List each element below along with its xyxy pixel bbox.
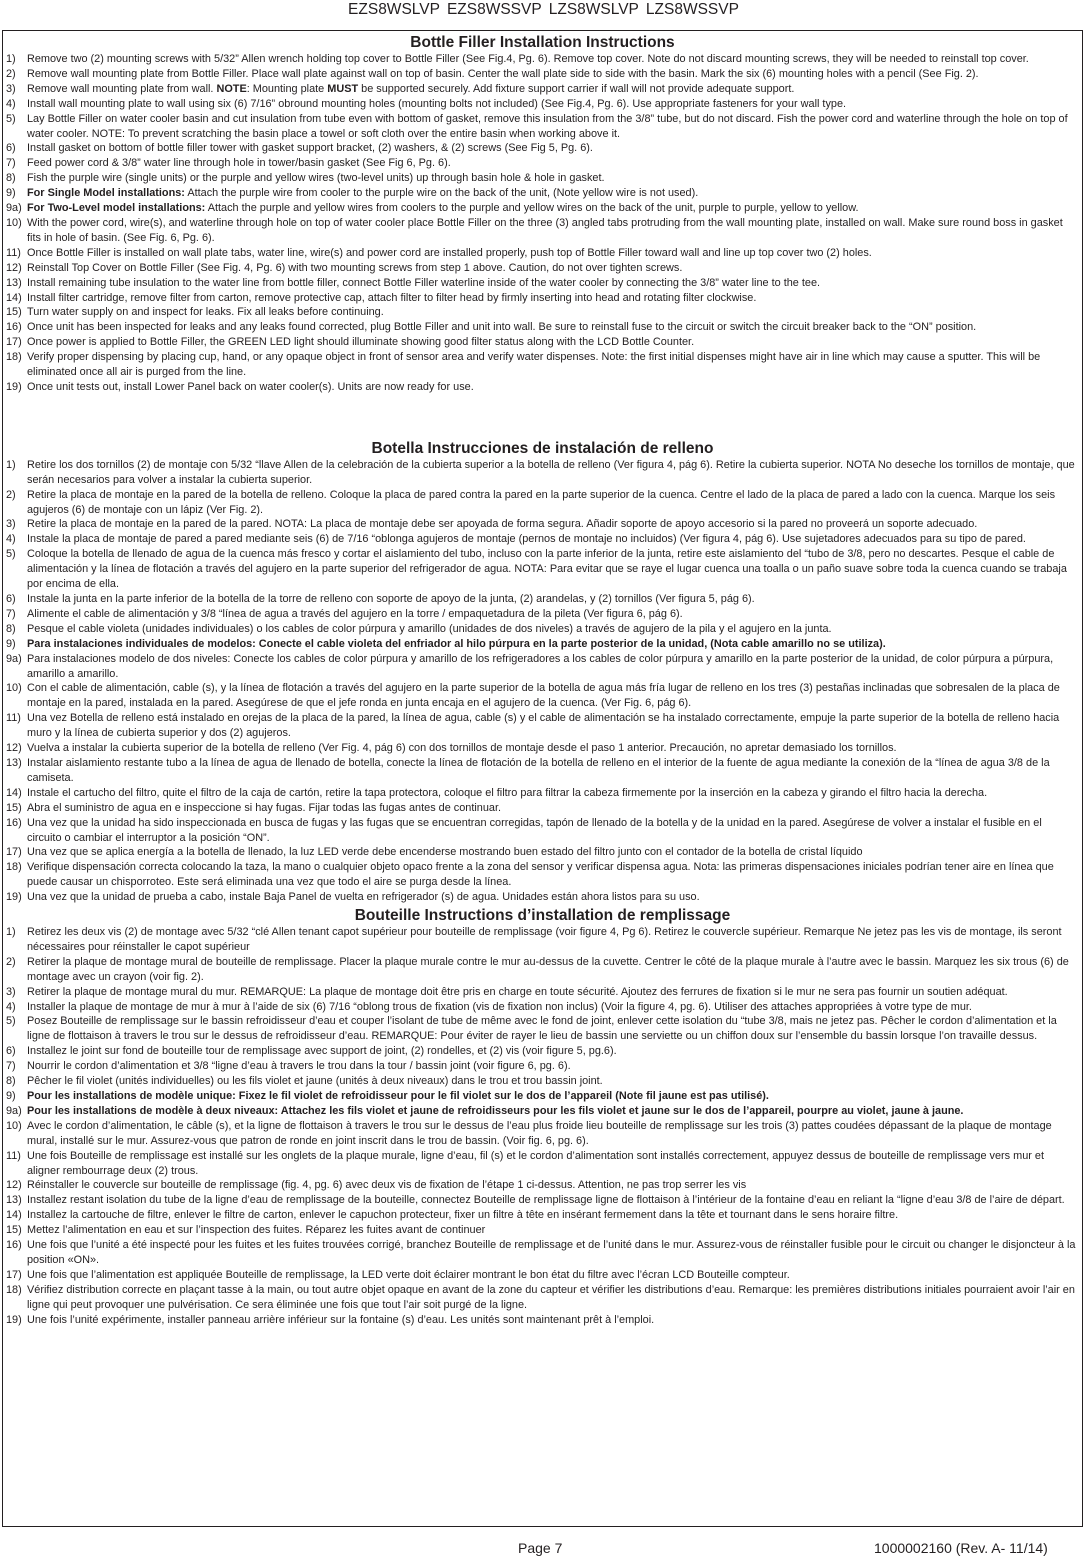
step-text: With the power cord, wire(s), and waterline through hole on top of water cooler place Bottle Filler on the three (3) angled tabs protruding from the wall mounting plate, installed on wall. Make sure round boss in gasket fits in hole of basin. (See Fig. 6, Pg. 6). (27, 216, 1063, 244)
instruction-step (6, 741, 1079, 756)
step-text: Una vez que se aplica energía a la botella de llenado, la luz LED verde debe encenderse mostrando buen estado del filtro junto con el contador de la botella de cristal líquido (27, 846, 863, 859)
instruction-step (6, 186, 1079, 201)
instruction-step (6, 845, 1079, 860)
instruction-step (6, 305, 1079, 320)
step-text: Installez la cartouche de filtre, enlever le filtre de carton, enlever le capuchon protecteur, fixer un filtre à tête en insérant fermement dans la tête et tournant dans le sens horaire filtre. (27, 1209, 899, 1222)
step-number: 4) (6, 533, 16, 546)
step-number: 9) (6, 637, 16, 650)
step-text: Pour les installations de modèle unique: Fixez le fil violet de refroidisseur pour le fil violet sur le dos de l’appareil (Note fil jaune est pas utilisé). (27, 1090, 769, 1102)
step-number: 15) (6, 1224, 22, 1237)
step-text: Fish the purple wire (single units) or the purple and yellow wires (two-level units) up through basin hole & hole in gasket. (27, 172, 605, 185)
instruction-step (6, 1149, 1079, 1179)
step-text: Una vez que la unidad de prueba a cabo, instale Baja Panel de vuelta en refrigerador (s) de agua. Unidades están ahora listos para su uso. (27, 891, 700, 904)
instruction-step (6, 622, 1079, 637)
step-number: 14) (6, 1209, 22, 1222)
step-text: Verifique dispensación correcta colocando la taza, la mano o cualquier objeto opaco frente a la zona del sensor y verificar dispensa agua. Nota: las primeras dispensaciones iniciales podrían tener aire en línea que puede causar un chisporroteo. Este será eliminada una vez que todo el aire se purga desde la línea. (27, 861, 1054, 889)
instruction-step (6, 1119, 1079, 1149)
instruction-step (6, 860, 1079, 890)
instruction-step (6, 246, 1079, 261)
instruction-step (6, 82, 1079, 97)
instruction-step (6, 67, 1079, 82)
step-text: Remove two (2) mounting screws with 5/32” Allen wrench holding top cover to Bottle Filler (See Fig.4, Pg. 6). Remove top cover. Note do not discard mounting screws, they will be needed to reinstall top cover. (27, 53, 1029, 65)
step-text: Coloque la botella de llenado de agua de la cuenca más fresco y cortar el aislamiento del tubo, incluso con la parte inferior de la junta, retire este aislamiento del “tubo de 3/8, pero no descartes. Pesque el cable de alimentación y la línea de flotación a través del agujero en la parte superior del refrigerador de agua. NOTA: Para evitar que se raye el lugar cuenca una toalla o un paño suave sobre toda la cuenca cuando se trabaja por encima de ella. (27, 548, 1067, 591)
step-number: 12) (6, 1179, 22, 1192)
step-number: 9a) (6, 202, 22, 215)
step-text: Once unit tests out, install Lower Panel back on water cooler(s). Units are now ready for use. (27, 380, 474, 393)
step-number: 8) (6, 622, 16, 635)
step-text: Nourrir le cordon d’alimentation et 3/8 “ligne d’eau à travers le trou dans la tour / bassin joint (voir figure 6, pg. 6). (27, 1060, 571, 1073)
instruction-step (6, 141, 1079, 156)
step-number: 15) (6, 801, 22, 814)
step-text: Install remaining tube insulation to the water line from bottle filler, connect Bottle Filler waterline inside of the water cooler by connecting the 3/8” water line to the tee. (27, 276, 821, 289)
step-text: Une fois que l’unité a été inspecté pour les fuites et les fuites trouvées corrigé, branchez Bouteille de remplissage et de l’unité dans le mur. Assurez-vous de réinstaller fusible pour le circuit ou changer le disjoncteur à la position «ON». (27, 1239, 1076, 1266)
instruction-step (6, 1208, 1079, 1223)
document-number: 1000002160 (Rev. A- 11/14) (874, 1540, 1048, 1556)
step-number: 3) (6, 82, 16, 95)
spanish-steps (6, 458, 1079, 905)
step-number: 5) (6, 1015, 16, 1028)
instruction-step (6, 1268, 1079, 1283)
step-number: 19) (6, 1313, 22, 1326)
instruction-step (6, 925, 1079, 955)
step-number: 1) (6, 926, 16, 939)
instruction-step (6, 1313, 1079, 1328)
step-number: 1) (6, 458, 16, 471)
instruction-step (6, 261, 1079, 276)
step-text: Vérifiez distribution correcte en plaçant tasse à la main, ou tout autre objet opaque en avant de la zone du capteur et vérifier les distributions d’eau. Remarque: les premières distributions initiales pourraient avoir l’air en ligne qui peut provoquer une pulvérisation. Ce sera éliminée une fois que tout l’air soit purgé de la ligne. (27, 1283, 1075, 1311)
step-text: Une fois que l’alimentation est appliquée Bouteille de remplissage, la LED verte doit éclairer montrant le bon état du filtre avec l’écran LCD Bouteille compteur. (27, 1268, 790, 1281)
step-text: Attach the purple wire from cooler to the purple wire on the back of the unit, (Note yellow wire is not used). (184, 187, 699, 200)
instruction-step (6, 1238, 1079, 1268)
instruction-step (6, 1014, 1079, 1044)
instruction-step (6, 652, 1079, 682)
instruction-step (6, 801, 1079, 816)
step-text: Remove wall mounting plate from wall. (27, 82, 217, 95)
step-number: 11) (6, 246, 21, 259)
step-text: Vuelva a instalar la cubierta superior de la botella de relleno (Ver Fig. 4, pág 6) con dos tornillos de montaje desde el paso 1 anterior. Precaución, no apretar demasiado los tornillos. (27, 742, 897, 755)
step-number: 19) (6, 380, 22, 393)
step-text: Retire la placa de montaje en la pared de la pared. NOTA: La placa de montaje debe ser apoyada de forma segura. Añadir soporte de apoyo accesorio si la pared no proveerá un soporte adecuado. (27, 518, 978, 531)
instruction-step (6, 201, 1079, 216)
step-text: Feed power cord & 3/8” water line through hole in tower/basin gasket (See Fig 6, Pg. 6). (27, 157, 451, 170)
step-number: 14) (6, 291, 22, 304)
step-text: Para instalaciones individuales de modelos: Conecte el cable violeta del enfriador al hilo púrpura en la parte posterior de la unidad, (Nota cable amarillo no se utiliza). (27, 637, 886, 650)
step-number: 16) (6, 1239, 22, 1252)
step-number: 17) (6, 846, 22, 859)
step-text: Turn water supply on and inspect for leaks. Fix all leaks before continuing. (27, 306, 384, 319)
instruction-step (6, 458, 1079, 488)
step-number: 3) (6, 518, 16, 531)
step-text: MUST (327, 82, 359, 95)
instruction-step (6, 1283, 1079, 1313)
instruction-step (6, 547, 1079, 592)
step-text: Instale la placa de montaje de pared a pared mediante seis (6) de 7/16 “oblonga agujeros de montaje (pernos de montaje no incluidos) (Ver figura 4, pág 6). Use sujetadores adecuados para su tipo de pared. (27, 533, 1026, 546)
instruction-step (6, 97, 1079, 112)
step-text: Une fois Bouteille de remplissage est installé sur les onglets de la plaque murale, ligne d’eau, fil (s) et le cordon d’alimentation sont installés correctement, appuyez dessus de bouteille de remplissage vers mur et aligner rembourrage deux (2) trous. (27, 1149, 1044, 1177)
english-section-title: Bottle Filler Installation Instructions (410, 34, 675, 51)
instruction-step (6, 52, 1079, 67)
instruction-step (6, 1223, 1079, 1238)
step-text: Install gasket on bottom of bottle filler tower with gasket support bracket, (2) washers, & (2) screws (See Fig 5, Pg. 6). (27, 142, 593, 155)
step-text: Una vez Botella de relleno está instalado en orejas de la placa de la pared, la línea de agua, cable (s) y el cable de alimentación se ha instalado correctamente, empuje la parte superior de la botella de relleno hacia muro y la línea de cubierta superior y dos (2) agujeros. (27, 712, 1060, 740)
instruction-step (6, 681, 1079, 711)
step-text: Retirez les deux vis (2) de montage avec 5/32 “clé Allen tenant capot supérieur pour bouteille de remplissage (voir figure 4, Pg 6). Retirez le couvercle supérieur. Remarque Ne jetez pas les vis de montage, ils seront nécessaires pour réinstaller le capot supérieur (27, 926, 1062, 953)
step-text: Install filter cartridge, remove filter from carton, remove protective cap, attach filter to filter head by firmly inserting into head and rotating filter clockwise. (27, 291, 757, 304)
step-number: 2) (6, 67, 16, 80)
instruction-step (6, 816, 1079, 846)
instruction-step (6, 637, 1079, 652)
step-number: 7) (6, 157, 16, 170)
step-number: 11) (6, 712, 21, 725)
instruction-step (6, 1074, 1079, 1089)
step-text: Retire la placa de montaje en la pared de la botella de relleno. Coloque la placa de pared contra la pared en la parte superior de la cuenca. Centre el lado de la placa de pared a lado con la cuenca. Marque los seis agujeros (6) de montaje con un lápiz (Ver Fig. 2). (27, 488, 1056, 516)
step-number: 10) (6, 1119, 22, 1132)
step-text: Con el cable de alimentación, cable (s), y la línea de flotación a través del agujero en la parte superior de la botella de agua más fría lugar de relleno en los tres (3) pestañas inclinadas que sobresalen de la placa de montaje en la pared, instalada en la pared. Asegúrese de que el jefe ronda en junta encaja en el agujero de la cuenca. (Ver Fig. 6, pág 6). (27, 682, 1060, 710)
step-text: Una vez que la unidad ha sido inspeccionada en busca de fugas y las fugas que se encuentran corregidas, tapón de llenado de la botella y de la unidad en la pared. Asegúrese de volver a instalar el fusible en el circuito o cambiar el interruptor a la posición “ON”. (27, 816, 1042, 844)
step-number: 9a) (6, 1104, 22, 1117)
step-number: 3) (6, 985, 16, 998)
step-text: For Two-Level model installations: (27, 202, 206, 215)
step-text: Remove wall mounting plate from Bottle Filler. Place wall plate against wall on top of basin. Center the wall plate side to side with the basin. Mark the six (6) mounting holes with a pencil (See Fig. 2). (27, 67, 979, 80)
step-number: 7) (6, 607, 16, 620)
step-text: Lay Bottle Filler on water cooler basin and cut insulation from tube even with bottom of gasket, remove this insulation from the 3/8” tube, but do not discard. Fish the power cord and waterline through the hole on top of water cooler. NOTE: To prevent scratching the basin place a towel or soft cloth over the entire basin when working above it. (27, 112, 1068, 140)
step-text: Instale la junta en la parte inferior de la botella de la torre de relleno con soporte de apoyo de la junta, (2) arandelas, y (2) tornillos (Ver figura 5, pág 6). (27, 593, 755, 605)
step-text: Installer la plaque de montage de mur à mur à l’aide de six (6) 7/16 “oblong trous de fixation (vis de fixation non inclus) (Voir la figure 4, pg. 6). Utiliser des attaches appropriées à votre type de mur. (27, 1000, 972, 1013)
instruction-step (6, 291, 1079, 306)
step-text: Pour les installations de modèle à deux niveaux: Attachez les fils violet et jaune de refroidisseurs pour les fils violet et jaune sur le dos de l’appareil, pourpre au violet, jaune à jaune. (27, 1104, 964, 1117)
step-number: 2) (6, 488, 16, 501)
step-text: Para instalaciones modelo de dos niveles: Conecte los cables de color púrpura y amarillo de los refrigeradores a los cables de color púrpura y amarillo en la parte posterior de la unidad, de color púrpura a púrpura, amarillo a amarillo. (27, 652, 1054, 680)
step-number: 17) (6, 336, 22, 349)
step-number: 14) (6, 786, 22, 799)
instruction-step (6, 335, 1079, 350)
instruction-step (6, 711, 1079, 741)
instruction-step (6, 607, 1079, 622)
step-text: Once Bottle Filler is installed on wall plate tabs, water line, wire(s) and power cord are installed properly, push top of Bottle Filler toward wall and line up top cover two (2) holes. (27, 246, 872, 259)
step-number: 1) (6, 53, 16, 65)
step-number: 6) (6, 142, 16, 155)
model-numbers-header: EZS8WSLVP EZS8WSSVP LZS8WSLVP LZS8WSSVP (348, 1, 739, 18)
instruction-step (6, 592, 1079, 607)
step-text: Installez le joint sur fond de bouteille tour de remplissage avec support de joint, (2) rondelles, et (2) vis (voir figure 5, pg.6). (27, 1045, 617, 1058)
instruction-step (6, 350, 1079, 380)
instruction-step (6, 216, 1079, 246)
step-text: Installez restant isolation du tube de la ligne d’eau de remplissage de la bouteille, connectez Bouteille de remplissage ligne de flottaison à l’intérieur de la fontaine d’eau en reliant la “ligne d’eau 3/8 de l’aire de départ. (27, 1194, 1065, 1207)
step-number: 4) (6, 97, 16, 110)
instruction-step (6, 171, 1079, 186)
step-number: 17) (6, 1268, 22, 1281)
instruction-step (6, 1193, 1079, 1208)
instruction-step (6, 1104, 1079, 1119)
step-number: 18) (6, 861, 22, 874)
step-number: 12) (6, 261, 22, 274)
step-number: 12) (6, 742, 22, 755)
page-number: Page 7 (518, 1540, 563, 1556)
step-text: Abra el suministro de agua en e inspeccione si hay fugas. Fijar todas las fugas antes de continuar. (27, 801, 502, 814)
instruction-step (6, 532, 1079, 547)
step-number: 6) (6, 593, 16, 605)
step-text: Reinstall Top Cover on Bottle Filler (See Fig. 4, Pg. 6) with two mounting screws from step 1 above. Caution, do not over tighten screws. (27, 261, 683, 274)
instruction-step (6, 756, 1079, 786)
step-number: 18) (6, 1283, 22, 1296)
instruction-step (6, 1000, 1079, 1015)
step-text: : Mounting plate (246, 82, 328, 95)
step-number: 7) (6, 1060, 16, 1073)
step-text: Pêcher le fil violet (unités individuelles) ou les fils violet et jaune (unités à deux niveaux) dans le trou et trou bassin joint. (27, 1075, 603, 1088)
french-section-title: Bouteille Instructions d’installation de remplissage (354, 907, 731, 925)
step-number: 9) (6, 1090, 16, 1102)
step-number: 13) (6, 1194, 22, 1207)
step-text: Mettez l’alimentation en eau et sur l’inspection des fuites. Réparez les fuites avant de continuer (27, 1224, 486, 1237)
step-text: Posez Bouteille de remplissage sur le bassin refroidisseur d’eau et couper l’isolant de tube de même avec le fond de joint, enlever cette isolation du “tube 3/8, mais ne jetez pas. Pêcher le cordon d’alimentation et la ligne de flottaison à travers le trou sur le dessus de refroidisseur d’eau. REMARQUE: Pour éviter de rayer le lieu de bassin une serviette ou un chiffon doux sur l’ensemble du bassin lorsque l’on travaille dessus. (27, 1015, 1057, 1043)
step-number: 13) (6, 276, 22, 289)
step-text: Retirer la plaque de montage mural du mur. REMARQUE: La plaque de montage doit être pris en charge en toute sécurité. Ajoutez des ferrures de fixation si le mur ne sera pas fournir un soutien adéquat. (27, 985, 1008, 998)
step-text: Pesque el cable violeta (unidades individuales) o los cables de color púrpura y amarillo (unidades de dos niveles) a través de agujero de la pila y el agujero en la junta. (27, 622, 832, 635)
step-number: 5) (6, 112, 16, 125)
step-text: Instalar aislamiento restante tubo a la línea de agua de llenado de botella, conecte la línea de flotación de la botella de relleno en el interior de la fuente de agua mediante la conexión de la “línea de agua 3/8 de la camiseta. (27, 756, 1050, 784)
instruction-step (6, 1059, 1079, 1074)
step-number: 19) (6, 891, 22, 904)
step-text: Attach the purple and yellow wires from coolers to the purple and yellow wires on the back of the unit, purple to purple, yellow to yellow. (205, 202, 859, 215)
step-number: 9a) (6, 652, 22, 665)
instruction-step (6, 985, 1079, 1000)
step-number: 9) (6, 187, 16, 200)
step-number: 10) (6, 682, 22, 695)
step-number: 16) (6, 321, 22, 334)
french-steps (6, 925, 1079, 1327)
step-number: 13) (6, 756, 22, 769)
instruction-step (6, 112, 1079, 142)
step-number: 6) (6, 1045, 16, 1058)
spanish-section-title: Botella Instrucciones de instalación de relleno (371, 439, 714, 457)
step-text: Verify proper dispensing by placing cup, hand, or any opaque object in front of sensor area and verify water dispenses. Note: the first initial dispenses might have air in line which may cause a sputter. This will be eliminated once all air is purged from the line. (27, 351, 1041, 379)
instruction-step (6, 517, 1079, 532)
instruction-step (6, 955, 1079, 985)
instruction-step (6, 786, 1079, 801)
instructions-frame (2, 30, 1083, 1527)
step-text: Avec le cordon d’alimentation, le câble (s), et la ligne de flottaison à travers le trou sur le dessus de l’eau plus froide lieu bouteille de remplissage sur les trois (3) pattes coudées dépassant de la plaque de montage mural, installé sur le mur. Assurez-vous que patron de ronde en joint inscrit dans le trou de bassin. (Voir fig. 6, pg. 6). (27, 1119, 1052, 1147)
step-text: For Single Model installations: (27, 187, 185, 200)
step-number: 2) (6, 955, 16, 968)
step-text: Instale el cartucho del filtro, quite el filtro de la caja de cartón, retire la tapa protectora, coloque el filtro para filtrar la cabeza firmemente por la inserción en la cabeza y girando el filtro hacia la derecha. (27, 786, 988, 799)
step-number: 8) (6, 1075, 16, 1088)
step-text: Install wall mounting plate to wall using six (6) 7/16” obround mounting holes (mounting bolts not included) (See Fig.4, Pg. 6). Use appropriate fasteners for your wall type. (27, 97, 847, 110)
instruction-step (6, 488, 1079, 518)
step-text: be supported securely. Add fixture support carrier if wall will not provide adequate support. (358, 82, 795, 95)
step-number: 11) (6, 1149, 21, 1162)
step-number: 5) (6, 548, 16, 561)
step-text: Once power is applied to Bottle Filler, the GREEN LED light should illuminate showing good filter status along with the LCD Bottle Counter. (27, 336, 695, 349)
instruction-step (6, 156, 1079, 171)
english-steps (6, 52, 1079, 395)
instruction-step (6, 276, 1079, 291)
instruction-step (6, 1089, 1079, 1104)
step-number: 16) (6, 816, 22, 829)
instruction-step (6, 890, 1079, 905)
step-number: 8) (6, 172, 16, 185)
step-text: NOTE (216, 82, 247, 95)
step-number: 10) (6, 216, 22, 229)
step-number: 4) (6, 1000, 16, 1013)
step-number: 18) (6, 351, 22, 364)
step-text: Retire los dos tornillos (2) de montaje con 5/32 “llave Allen de la celebración de la cubierta superior a la botella de relleno (Ver figura 4, pág 6). Retire la cubierta superior. NOTA No deseche los tornillos de montaje, que serán necesarios para volver a instalar la cubierta superior. (27, 458, 1075, 486)
step-number: 15) (6, 306, 22, 319)
instruction-step (6, 1044, 1079, 1059)
instruction-step (6, 380, 1079, 395)
step-text: Une fois l’unité expérimente, installer panneau arrière inférieur sur la fontaine (s) d’eau. Les unités sont maintenant prêt à l’emploi. (27, 1313, 655, 1326)
step-text: Alimente el cable de alimentación y 3/8 “línea de agua a través del agujero en la torre / empaquetadura de la pileta (Ver figura 6, pág 6). (27, 607, 683, 620)
instruction-step (6, 320, 1079, 335)
step-text: Retirer la plaque de montage mural de bouteille de remplissage. Placer la plaque murale contre le mur au-dessus de la cuvette. Centrer le côté de la plaque murale à l’autre avec le bassin. Marquez les six trous (6) de montage avec un crayon (voir fig. 2). (27, 955, 1069, 983)
step-text: Réinstaller le couvercle sur bouteille de remplissage (fig. 4, pg. 6) avec deux vis de fixation de l’étape 1 ci-dessus. Attention, ne pas trop serrer les vis (27, 1179, 747, 1192)
step-text: Once unit has been inspected for leaks and any leaks found corrected, plug Bottle Filler and unit into wall. Be sure to reinstall fuse to the circuit or switch the circuit breaker back to the “ON” position. (27, 321, 977, 334)
instruction-step (6, 1178, 1079, 1193)
